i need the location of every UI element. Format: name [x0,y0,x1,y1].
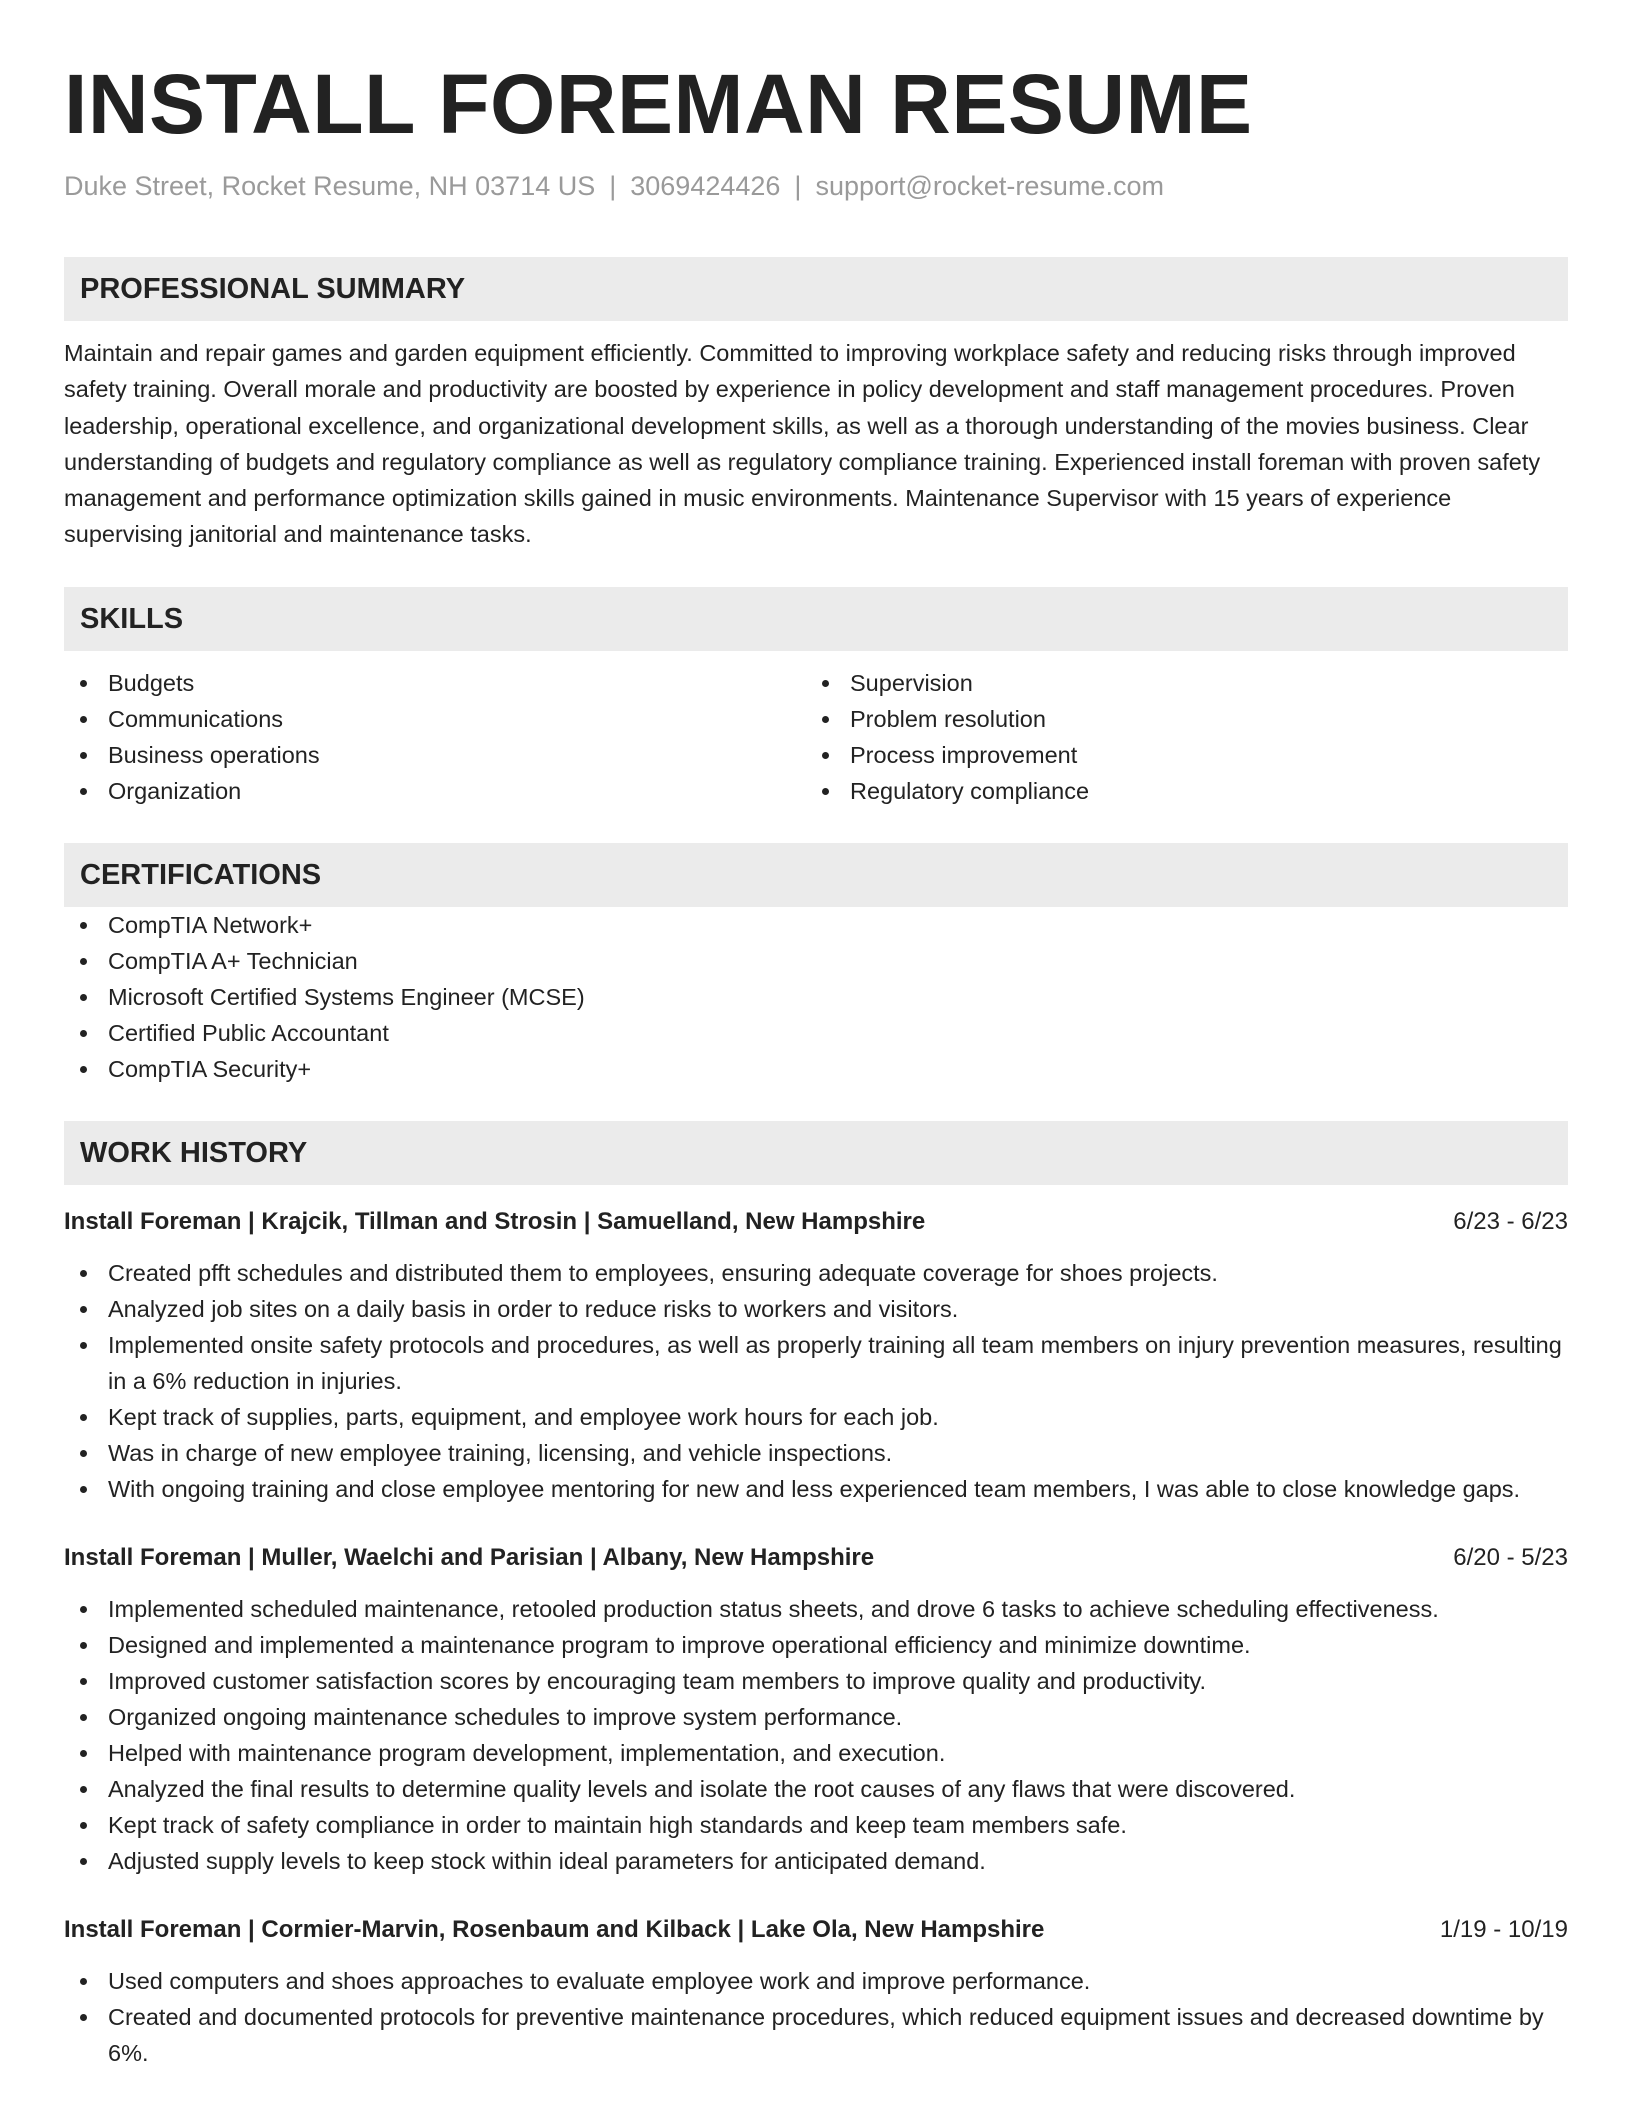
skill-item [806,701,1548,737]
skill-item [64,665,806,701]
job-dates: 6/20 - 5/23 [1453,1543,1568,1571]
job-bullet-text: Kept track of supplies, parts, equipment, and employee work hours for each job. [108,1403,939,1430]
job-bullet-text: Created and documented protocols for preventive maintenance procedures, which reduced equipment issues and decreased downtime by 6%. [108,2003,1544,2066]
job-bullets [64,1591,1568,1879]
job-bullet-text: Organized ongoing maintenance schedules to improve system performance. [108,1703,903,1730]
job-bullet-text: Created pfft schedules and distributed them to employees, ensuring adequate coverage for shoes projects. [108,1259,1218,1286]
bullet-icon [80,922,87,929]
bullet-icon [80,1978,87,1985]
job-bullets [64,1255,1568,1507]
job-bullet [64,1963,1568,1999]
job-title: Install Foreman | Cormier-Marvin, Rosenbaum and Kilback | Lake Ola, New Hampshire [64,1915,1045,1943]
contact-address: Duke Street, Rocket Resume, NH 03714 US [64,171,596,201]
bullet-icon [80,680,87,687]
job-bullet [64,1471,1568,1507]
contact-separator: | [794,171,802,201]
job-header [64,1541,1568,1575]
job-bullet [64,1999,1568,2071]
bullet-icon [80,1750,87,1757]
bullet-icon [822,680,829,687]
certification-item [64,907,1568,943]
job-bullet-text: Analyzed the final results to determine quality levels and isolate the root causes of any flaws that were discovered. [108,1775,1296,1802]
contact-separator: | [609,171,617,201]
skill-label: Regulatory compliance [850,777,1090,804]
work-history-heading: WORK HISTORY [64,1121,1568,1185]
job-header [64,1913,1568,1947]
bullet-icon [80,1606,87,1613]
job-bullets [64,1963,1568,2071]
bullet-icon [80,752,87,759]
bullet-icon [80,1642,87,1649]
certification-label: CompTIA A+ Technician [108,947,358,974]
bullet-icon [80,1342,87,1349]
bullet-icon [80,1270,87,1277]
skill-item [806,773,1548,809]
job-bullet-text: Designed and implemented a maintenance program to improve operational efficiency and minimize downtime. [108,1631,1251,1658]
skill-label: Supervision [850,669,973,696]
skill-item [64,773,806,809]
skill-item [64,701,806,737]
contact-email: support@rocket-resume.com [815,171,1164,201]
resume-page [64,52,1568,2071]
certification-item [64,1015,1568,1051]
certifications-heading: CERTIFICATIONS [64,843,1568,907]
job-dates: 1/19 - 10/19 [1439,1915,1568,1943]
job-bullet [64,1327,1568,1399]
skill-label: Budgets [108,669,195,696]
bullet-icon [80,2014,87,2021]
bullet-icon [80,994,87,1001]
job-bullet-text: With ongoing training and close employee mentoring for new and less experienced team members, I was able to close knowledge gaps. [108,1475,1521,1502]
job-entry [64,1205,1568,1507]
job-entry [64,1541,1568,1879]
job-bullet [64,1843,1568,1879]
bullet-icon [80,1306,87,1313]
job-bullet [64,1591,1568,1627]
bullet-icon [80,1786,87,1793]
job-bullet [64,1399,1568,1435]
skill-label: Problem resolution [850,705,1046,732]
bullet-icon [80,1822,87,1829]
bullet-icon [822,752,829,759]
skill-label: Business operations [108,741,320,768]
job-bullet [64,1627,1568,1663]
skill-item [806,737,1548,773]
certifications-list [64,907,1568,1087]
job-bullet-text: Kept track of safety compliance in order to maintain high standards and keep team members safe. [108,1811,1127,1838]
job-bullet [64,1699,1568,1735]
job-bullet-text: Implemented onsite safety protocols and procedures, as well as properly training all team members on injury prevention measures, resulting in a 6% reduction in injuries. [108,1331,1562,1394]
certification-label: Microsoft Certified Systems Engineer (MCSE) [108,983,585,1010]
job-bullet [64,1435,1568,1471]
skills-column-left [64,665,806,809]
contact-line [64,168,1568,204]
job-bullet [64,1255,1568,1291]
job-bullet-text: Was in charge of new employee training, licensing, and vehicle inspections. [108,1439,893,1466]
bullet-icon [80,1030,87,1037]
job-bullet [64,1735,1568,1771]
job-bullet-text: Adjusted supply levels to keep stock within ideal parameters for anticipated demand. [108,1847,986,1874]
bullet-icon [80,1714,87,1721]
bullet-icon [822,716,829,723]
skills-column-right [806,665,1548,809]
job-dates: 6/23 - 6/23 [1453,1207,1568,1235]
bullet-icon [80,788,87,795]
bullet-icon [80,1486,87,1493]
job-entry [64,1913,1568,2071]
summary-text: Maintain and repair games and garden equipment efficiently. Committed to improving workplace safety and reducing risks through improved safety training. Overall morale and productivity are boosted by experience in policy development and staff management procedures. Proven leadership, operational excellence, and organizational development skills, as well as a thorough understanding of the movies business. Clear understanding of budgets and regulatory compliance as well as regulatory compliance training. Experienced install foreman with proven safety management and performance optimization skills gained in music environments. Maintenance Supervisor with 15 years of experience supervising janitorial and maintenance tasks. [64,340,1541,548]
job-bullet-text: Analyzed job sites on a daily basis in order to reduce risks to workers and visitors. [108,1295,959,1322]
contact-phone: 3069424426 [630,171,781,201]
bullet-icon [80,1450,87,1457]
job-bullet-text: Implemented scheduled maintenance, retooled production status sheets, and drove 6 tasks to achieve scheduling effectiveness. [108,1595,1439,1622]
certification-label: CompTIA Network+ [108,911,313,938]
job-title: Install Foreman | Krajcik, Tillman and Strosin | Samuelland, New Hampshire [64,1207,926,1235]
job-title: Install Foreman | Muller, Waelchi and Parisian | Albany, New Hampshire [64,1543,875,1571]
job-bullet-text: Improved customer satisfaction scores by encouraging team members to improve quality and productivity. [108,1667,1207,1694]
skill-label: Organization [108,777,242,804]
skills-list [64,665,1568,809]
certification-item [64,1051,1568,1087]
bullet-icon [80,958,87,965]
skill-item [806,665,1548,701]
certification-label: CompTIA Security+ [108,1055,312,1082]
bullet-icon [822,788,829,795]
certification-item [64,943,1568,979]
bullet-icon [80,1414,87,1421]
job-bullet [64,1771,1568,1807]
job-header [64,1205,1568,1239]
skill-item [64,737,806,773]
job-bullet [64,1807,1568,1843]
resume-title: INSTALL FOREMAN RESUME [64,57,1253,151]
skills-heading: SKILLS [64,587,1568,651]
certification-item [64,979,1568,1015]
job-bullet [64,1663,1568,1699]
job-bullet [64,1291,1568,1327]
bullet-icon [80,716,87,723]
job-bullet-text: Helped with maintenance program development, implementation, and execution. [108,1739,946,1766]
certification-label: Certified Public Accountant [108,1019,389,1046]
skill-label: Communications [108,705,284,732]
summary-heading: PROFESSIONAL SUMMARY [64,257,1568,321]
job-bullet-text: Used computers and shoes approaches to evaluate employee work and improve performance. [108,1967,1091,1994]
bullet-icon [80,1858,87,1865]
skill-label: Process improvement [850,741,1078,768]
bullet-icon [80,1066,87,1073]
bullet-icon [80,1678,87,1685]
